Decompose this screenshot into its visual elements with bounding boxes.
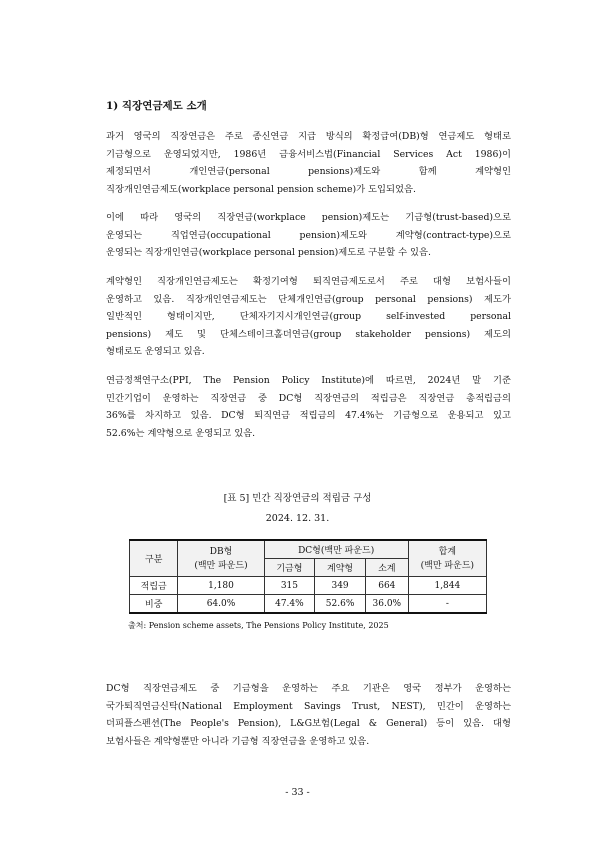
header-db-title: DB형 <box>209 546 233 557</box>
text-line: 운영하고 있음. 직장개인연금제도는 단체개인연금(group personal pensions) 제도가 <box>106 293 511 305</box>
text-line: 운영되는 직장개인연금(workplace personal pension)제도로 구분할 수 있음. <box>106 247 431 258</box>
cell-total: 1,844 <box>408 577 486 595</box>
header-total-title: 합계 <box>438 546 457 557</box>
asset-composition-table <box>129 539 487 614</box>
text-line: 형태로도 운영되고 있음. <box>106 346 205 357</box>
text-line: 운영되는 직업연금(occupational pension)제도와 계약형(contract-type)으로 <box>106 229 511 241</box>
text-line: 연금정책연구소(PPI, The Pension Policy Institute)에 따르면, 2024년 말 기준 <box>106 375 511 386</box>
header-dc-group: DC형(백만 파운드) <box>264 540 408 559</box>
cell-dc-subtotal: 36.0% <box>365 595 408 614</box>
header-db-unit: (백만 파운드) <box>194 560 248 571</box>
table-caption: [표 5] 민간 직장연금의 적립금 구성 <box>223 493 372 504</box>
header-dc-subtotal: 소계 <box>365 559 408 577</box>
row-label: 비중 <box>130 595 178 614</box>
text-line: 52.6%는 계약형으로 운영되고 있음. <box>106 427 256 439</box>
section-title: 1) 직장연금제도 소개 <box>106 100 207 112</box>
text-line: 제정되면서 개인연금(personal pensions)제도와 함께 계약형인 <box>106 166 511 177</box>
header-category: 구분 <box>130 540 178 577</box>
cell-dc-subtotal: 664 <box>365 577 408 595</box>
paragraph-5 <box>106 680 511 750</box>
paragraph-4 <box>106 372 511 442</box>
header-total-unit: (백만 파운드) <box>420 560 475 571</box>
table-row <box>130 595 487 614</box>
cell-dc-trust: 47.4% <box>264 595 315 614</box>
text-line: 민간기업이 운영하는 직장연금 중 DC형 직장연금의 적립금은 직장연금 총적립금의 <box>106 392 511 404</box>
cell-dc-trust: 315 <box>264 577 315 595</box>
paragraph-1 <box>106 128 511 198</box>
text-line: 직장개인연금제도(workplace personal pension scheme)가 도입되었음. <box>106 183 416 195</box>
cell-dc-contract: 349 <box>315 577 366 595</box>
table-row <box>130 577 487 595</box>
table-date: 2024. 12. 31. <box>265 513 330 524</box>
text-line: 국가퇴직연금신탁(National Employment Savings Trust, NEST), 민간이 운영하는 <box>106 700 511 712</box>
text-line: 이에 따라 영국의 직장연금(workplace pension)제도는 기금형(trust-based)으로 <box>106 212 511 223</box>
table-source: 출처: Pension scheme assets, The Pensions Policy Institute, 2025 <box>128 621 389 630</box>
cell-db: 64.0% <box>178 595 264 614</box>
text-line: pensions) 제도 및 단체스테이크홀더연금(group stakeholder pensions) 제도의 <box>106 328 511 340</box>
text-line: 일반적인 형태이지만, 단체자기지시개인연금(group self-invested personal <box>106 311 511 322</box>
text-line: 더피플스펜션(The People's Pension), L&G보험(Legal & General) 등이 있음. 대형 <box>106 718 511 729</box>
header-dc-trust: 기금형 <box>264 559 315 577</box>
header-total <box>408 540 486 577</box>
cell-dc-contract: 52.6% <box>315 595 366 614</box>
text-line: 36%를 차지하고 있음. DC형 퇴직연금 적립금의 47.4%는 기금형으로 운용되고 있고 <box>106 410 511 421</box>
header-db <box>178 540 264 577</box>
cell-db: 1,180 <box>178 577 264 595</box>
cell-total: - <box>408 595 486 614</box>
row-label: 적립금 <box>130 577 178 595</box>
text-line: 기금형으로 운영되었지만, 1986년 금융서비스법(Financial Services Act 1986)이 <box>106 148 511 160</box>
text-line: 과거 영국의 직장연금은 주로 종신연금 지급 방식의 확정급여(DB)형 연금제도 형태로 <box>106 131 511 142</box>
text-line: 계약형인 직장개인연금제도는 확정기여형 퇴직연금제도로서 주로 대형 보험사들이 <box>106 276 511 287</box>
header-dc-contract: 계약형 <box>315 559 366 577</box>
paragraph-3 <box>106 273 511 361</box>
text-line: 보험사들은 계약형뿐만 아니라 기금형 직장연금을 운영하고 있음. <box>106 735 370 747</box>
paragraph-2 <box>106 209 511 262</box>
text-line: DC형 직장연금제도 중 기금형을 운영하는 주요 기관은 영국 정부가 운영하는 <box>106 683 511 694</box>
page-number: - 33 - <box>285 787 310 798</box>
